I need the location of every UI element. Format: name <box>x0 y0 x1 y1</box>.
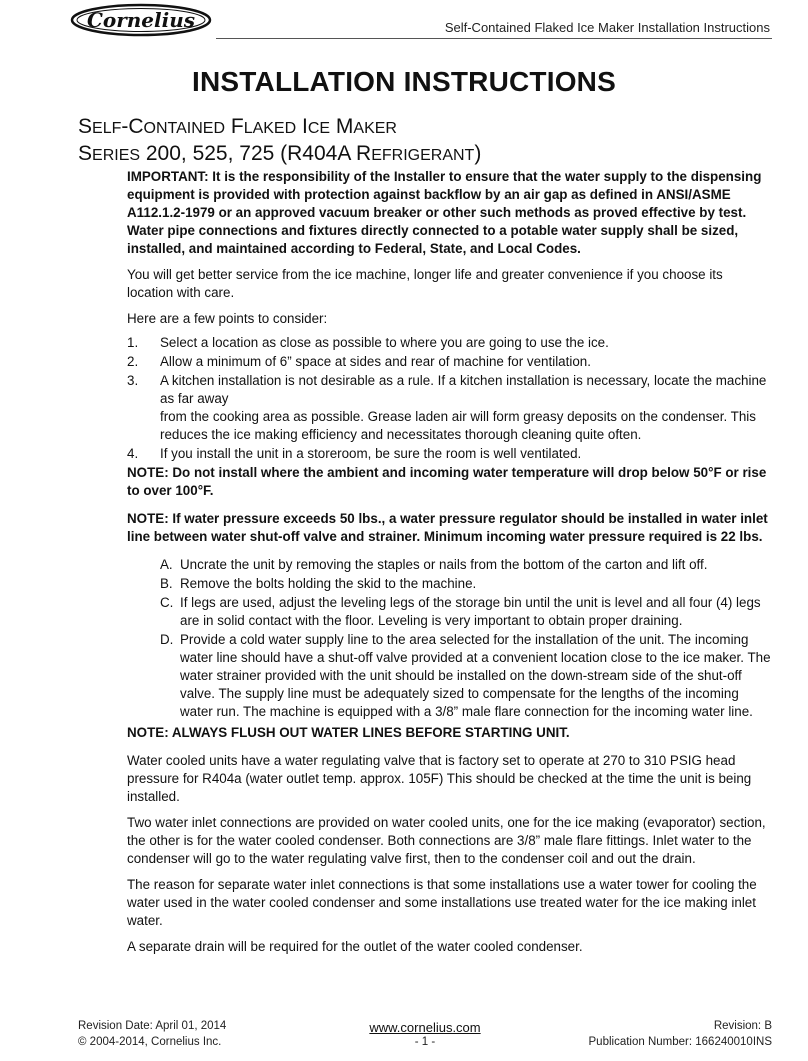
header-divider <box>216 38 772 39</box>
copyright: © 2004-2014, Cornelius Inc. <box>78 1036 222 1048</box>
page-header <box>70 0 772 44</box>
website-link[interactable]: www.cornelius.com <box>369 1020 481 1035</box>
installation-steps-list <box>160 556 771 721</box>
list-item: B. Remove the bolts holding the skid to the machine. <box>160 576 477 591</box>
list-item: C. If legs are used, adjust the leveling legs of the storage bin until the unit is level and all four (4) legs are in solid contact with the floor. Leveling is very important to obtain proper draining. <box>160 595 761 628</box>
list-item: A. Uncrate the unit by removing the staples or nails from the bottom of the carton and lift off. <box>160 557 708 572</box>
list-item: 4. If you install the unit in a storeroom, be sure the room is well ventilated. <box>127 446 582 461</box>
page-title: INSTALLATION INSTRUCTIONS <box>192 66 616 97</box>
list-item: D. Provide a cold water supply line to the area selected for the installation of the unit. The incoming water line should have a shut-off valve provided at a convenient location close to the ice maker. The water strainer provided with the unit should be installed on the down-stream side of the shut-off valve. The supply line must be adequately sized to compensate for the lengths of the incoming water run. The machine is equipped with a 3/8” male flare connection for the incoming water line. <box>160 632 771 719</box>
header-title: Self-Contained Flaked Ice Maker Installation Instructions <box>444 20 770 35</box>
location-points-list <box>127 334 771 463</box>
list-item: 2. Allow a minimum of 6” space at sides and rear of machine for ventilation. <box>127 354 591 369</box>
page-footer <box>78 1020 772 1052</box>
drain-paragraph: A separate drain will be required for the outlet of the water cooled condenser. <box>127 939 583 954</box>
list-item: 3. A kitchen installation is not desirable as a rule. If a kitchen installation is necessary, locate the machine as far away from the cooking area as possible. Grease laden air will form greasy deposits on the condenser. This reduces the ice making efficiency and necessitates thorough cleaning quite often. <box>127 373 767 442</box>
subtitle-line-2: SERIES 200, 525, 725 (R404A REFRIGERANT) <box>78 142 482 165</box>
revision-label: Revision: B <box>713 1020 772 1032</box>
valve-paragraph: Water cooled units have a water regulating valve that is factory set to operate at 270 to 310 PSIG head pressure for R404a (water outlet temp. approx. 105F) This should be checked at the time the unit is being installed. <box>127 753 752 804</box>
document-body <box>127 168 771 956</box>
publication-number: Publication Number: 166240010INS <box>588 1036 772 1048</box>
note-flush-lines: NOTE: ALWAYS FLUSH OUT WATER LINES BEFORE STARTING UNIT. <box>127 725 570 740</box>
cornelius-logo <box>70 3 212 35</box>
service-paragraph: You will get better service from the ice machine, longer life and greater convenience if you choose its location with care. <box>127 267 723 300</box>
page-number: - 1 - <box>414 1036 436 1048</box>
separate-inlets-paragraph: The reason for separate water inlet connections is that some installations use a water tower for cooling the water used in the water cooled condenser and some installations use treated water for the ice making inlet water. <box>127 877 757 928</box>
revision-date: Revision Date: April 01, 2014 <box>78 1020 227 1032</box>
inlet-connections-paragraph: Two water inlet connections are provided on water cooled units, one for the ice making (evaporator) section, the other is for the water cooled condenser. Both connections are 3/8” male flare fittings. Inlet water to the condenser will go to the water regulating valve first, then to the condenser coil and out the drain. <box>127 815 766 866</box>
list-item: 1. Select a location as close as possible to where you are going to use the ice. <box>127 335 609 350</box>
note-temperature: NOTE: Do not install where the ambient and incoming water temperature will drop below 50°F or rise to over 100°F. <box>127 465 767 498</box>
important-notice: IMPORTANT: It is the responsibility of the Installer to ensure that the water supply to the dispensing equipment is provided with protection against backflow by an air gap as defined in ANSI/ASME A112.1.2-1979 or an approved vacuum breaker or other such methods as proved effective by test. <box>127 169 762 220</box>
note-water-pressure: NOTE: If water pressure exceeds 50 lbs., a water pressure regulator should be installed in water inlet line between water shut-off valve and strainer. Minimum incoming water pressure required is 22 lbs. <box>127 511 768 544</box>
subtitle-line-1: SELF-CONTAINED FLAKED ICE MAKER <box>78 115 397 138</box>
water-pipe-notice: Water pipe connections and fixtures directly connected to a potable water supply shall be sized, installed, and maintained according to Federal, State, and Local Codes. <box>127 223 739 256</box>
logo-wordmark: Cornelius <box>86 8 196 32</box>
points-intro: Here are a few points to consider: <box>127 311 328 326</box>
